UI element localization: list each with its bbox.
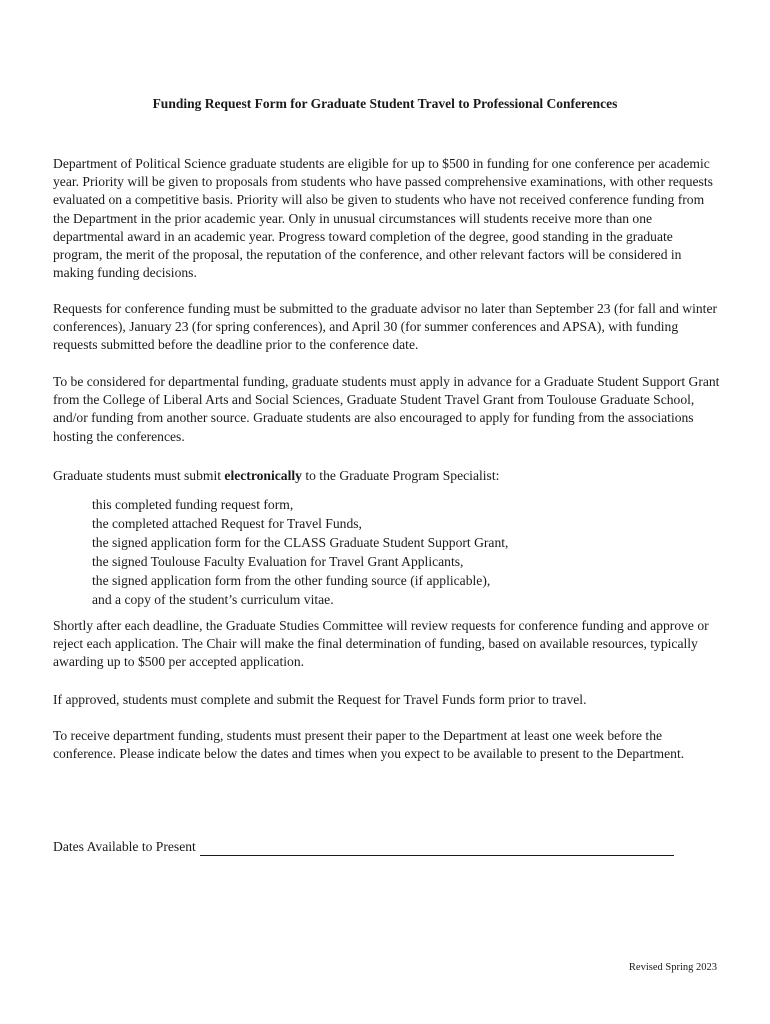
submission-list <box>92 495 722 609</box>
list-item: the completed attached Request for Travel Funds, <box>92 516 362 531</box>
form-title: Funding Request Form for Graduate Student Travel to Professional Conferences <box>152 96 618 111</box>
submission-intro-before: Graduate students must submit <box>53 468 225 483</box>
list-item: the signed application form for the CLASS Graduate Student Support Grant, <box>92 535 509 550</box>
submission-intro-emphasis: electronically <box>224 468 302 483</box>
submission-intro <box>53 467 723 485</box>
dates-available-field[interactable] <box>200 841 674 856</box>
submission-intro-after: to the Graduate Program Specialist: <box>301 468 500 483</box>
list-item: this completed funding request form, <box>92 497 294 512</box>
presentation-paragraph: To receive department funding, students must present their paper to the Department at least one week before the conference. Please indicate below the dates and times when you expect to be available to present to the Department. <box>53 728 685 762</box>
deadlines-paragraph: Requests for conference funding must be submitted to the graduate advisor no later than September 23 (for fall and winter conferences), January 23 (for spring conferences), and April 30 (for summer conferences and APSA), with funding requests submitted before the deadline prior to the conference date. <box>53 301 718 353</box>
list-item: the signed application form from the other funding source (if applicable), <box>92 573 491 588</box>
dates-available-label: Dates Available to Present <box>53 839 196 854</box>
approval-paragraph: If approved, students must complete and submit the Request for Travel Funds form prior to travel. <box>53 692 587 707</box>
dates-available-row <box>53 838 674 856</box>
review-paragraph: Shortly after each deadline, the Graduate Studies Committee will review requests for conference funding and approve or reject each application. The Chair will make the final determination of funding, based on available resources, typically awarding up to $500 per accepted application. <box>53 618 709 670</box>
list-item: the signed Toulouse Faculty Evaluation for Travel Grant Applicants, <box>92 554 464 569</box>
list-item: and a copy of the student’s curriculum vitae. <box>92 592 334 607</box>
other-funding-paragraph: To be considered for departmental funding, graduate students must apply in advance for a Graduate Student Support Grant from the College of Liberal Arts and Social Sciences, Graduate Student Travel Grant from Toulouse Graduate School, and/or funding from another source. Graduate students are also encouraged to apply for funding from the associations hosting the conferences. <box>53 374 720 444</box>
revision-note: Revised Spring 2023 <box>628 962 717 973</box>
eligibility-paragraph: Department of Political Science graduate students are eligible for up to $500 in funding for one conference per academic year. Priority will be given to proposals from students who have passed comprehensive examinations, with other requests evaluated on a competitive basis. Priority will also be given to students who have not received conference funding from the Department in the prior academic year. Only in unusual circumstances will students receive more than one departmental award in an academic year. Progress toward completion of the degree, good standing in the graduate program, the merit of the proposal, the reputation of the conference, and other relevant factors will be considered in making funding decisions. <box>53 156 713 281</box>
